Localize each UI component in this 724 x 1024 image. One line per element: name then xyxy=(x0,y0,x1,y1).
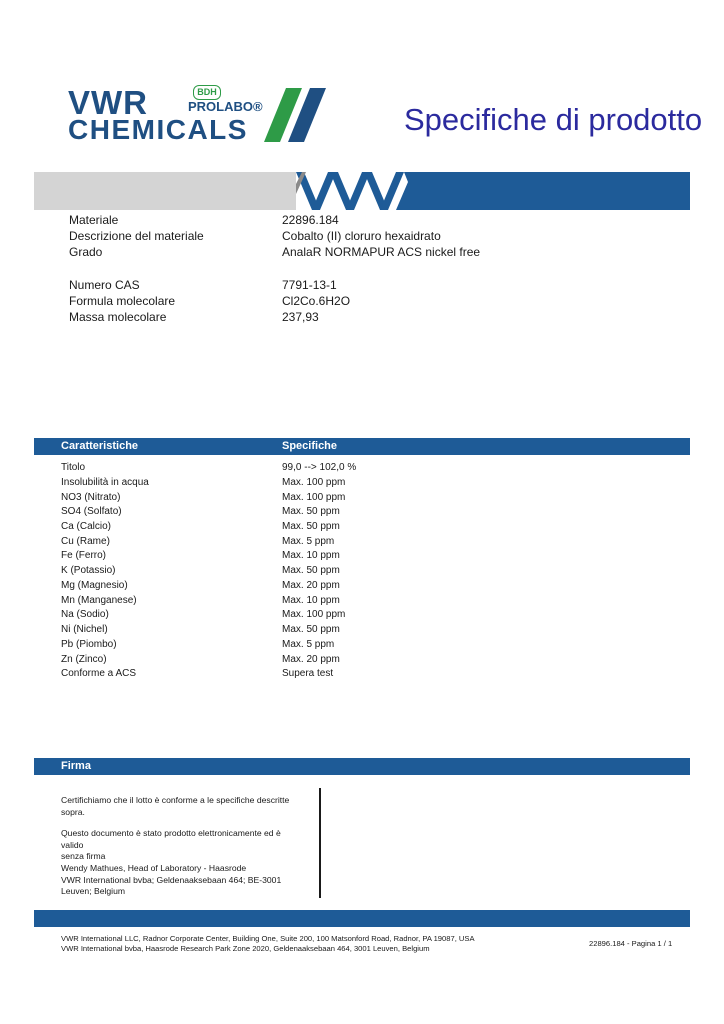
spec-value: Max. 10 ppm xyxy=(282,595,340,606)
certification-line-2: sopra. xyxy=(61,806,85,817)
spec-value: Max. 50 ppm xyxy=(282,521,340,532)
signature-divider xyxy=(319,788,321,898)
spec-name: Cu (Rame) xyxy=(61,536,110,547)
spec-value: Max. 5 ppm xyxy=(282,536,335,547)
signer-block xyxy=(61,863,301,898)
material-description-value: Cobalto (II) cloruro hexaidrato xyxy=(282,229,441,243)
footer-bar xyxy=(34,910,690,927)
spec-row xyxy=(61,549,661,564)
spec-value: Max. 50 ppm xyxy=(282,565,340,576)
spec-value: Max. 100 ppm xyxy=(282,477,346,488)
logo-chemicals-text: CHEMICALS xyxy=(68,114,248,145)
spec-name: Conforme a ACS xyxy=(61,668,137,679)
grade-label: Grado xyxy=(69,245,103,259)
spec-value: Max. 10 ppm xyxy=(282,550,340,561)
spec-row xyxy=(61,608,661,623)
footer-address-line-2: VWR International bvba, Haasrode Research Park Zone 2020, Geldenaaksebaan 464, 3001 Leuven, Belgium xyxy=(61,944,430,953)
certification-text xyxy=(61,795,301,818)
signer-address-line-1: VWR International bvba; Geldenaaksebaan 464; BE-3001 xyxy=(61,874,282,885)
molecular-formula-value: Cl2Co.6H2O xyxy=(282,294,351,308)
material-description-label: Descrizione del materiale xyxy=(69,229,204,243)
spec-value: Max. 50 ppm xyxy=(282,506,340,517)
spec-row xyxy=(61,520,661,535)
specifications-column-header: Specifiche xyxy=(282,440,338,452)
banner-vwr-mark-icon xyxy=(296,172,436,210)
spec-name: Fe (Ferro) xyxy=(61,550,106,561)
spec-value: Supera test xyxy=(282,668,334,679)
spec-row xyxy=(61,461,661,476)
spec-name: Ni (Nichel) xyxy=(61,624,108,635)
signature-header-bar xyxy=(34,758,690,775)
spec-name: Mg (Magnesio) xyxy=(61,580,128,591)
molecular-mass-label: Massa molecolare xyxy=(69,310,167,324)
spec-value: Max. 20 ppm xyxy=(282,580,340,591)
molecular-formula-label: Formula molecolare xyxy=(69,294,176,308)
spec-row xyxy=(61,535,661,550)
banner-blue-band xyxy=(424,172,690,210)
logo-vwr-text: VWR xyxy=(68,84,148,121)
spec-row xyxy=(61,579,661,594)
electronic-line-2: senza firma xyxy=(61,851,106,861)
banner-grey-band xyxy=(34,172,304,210)
material-label: Materiale xyxy=(69,213,119,227)
cas-number-value: 7791-13-1 xyxy=(282,278,337,292)
logo-bdh-badge: BDH xyxy=(193,85,221,100)
spec-row xyxy=(61,623,661,638)
page-number: 22896.184 - Pagina 1 / 1 xyxy=(589,939,673,948)
cas-number-label: Numero CAS xyxy=(69,278,140,292)
spec-value: 99,0 --> 102,0 % xyxy=(282,462,357,473)
footer-addresses xyxy=(61,934,475,954)
spec-row xyxy=(61,638,661,653)
characteristics-column-header: Caratteristiche xyxy=(61,440,139,452)
spec-name: Ca (Calcio) xyxy=(61,521,112,532)
spec-value: Max. 100 ppm xyxy=(282,492,346,503)
signer-name: Wendy Mathues, Head of Laboratory - Haasrode xyxy=(61,863,247,873)
signer-address-line-2: Leuven; Belgium xyxy=(61,886,126,896)
spec-row xyxy=(61,653,661,668)
spec-name: Insolubilità in acqua xyxy=(61,477,149,488)
header-banner xyxy=(34,172,690,210)
spec-name: Na (Sodio) xyxy=(61,609,109,620)
spec-value: Max. 5 ppm xyxy=(282,639,335,650)
electronic-validity-text xyxy=(61,828,301,863)
spec-name: Pb (Piombo) xyxy=(61,639,117,650)
logo-stripes-icon xyxy=(264,88,330,144)
spec-value: Max. 20 ppm xyxy=(282,654,340,665)
vwr-chemicals-logo xyxy=(68,86,330,144)
spec-name: SO4 (Solfato) xyxy=(61,506,122,517)
spec-row xyxy=(61,594,661,609)
spec-value: Max. 100 ppm xyxy=(282,609,346,620)
certification-line-1: Certifichiamo che il lotto è conforme a le specifiche descritte xyxy=(61,795,290,805)
spec-value: Max. 50 ppm xyxy=(282,624,340,635)
spec-name: Zn (Zinco) xyxy=(61,654,107,665)
page-title: Specifiche di prodotto xyxy=(404,102,703,137)
spec-name: Mn (Manganese) xyxy=(61,595,137,606)
spec-row xyxy=(61,505,661,520)
specs-header-bar xyxy=(34,438,690,455)
spec-row xyxy=(61,564,661,579)
logo-prolabo-text: PROLABO® xyxy=(188,99,263,114)
electronic-line-1: Questo documento è stato prodotto elettronicamente ed è valido xyxy=(61,828,281,850)
material-value: 22896.184 xyxy=(282,213,339,227)
spec-name: K (Potassio) xyxy=(61,565,116,576)
spec-name: NO3 (Nitrato) xyxy=(61,492,121,503)
grade-value: AnalaR NORMAPUR ACS nickel free xyxy=(282,245,481,259)
spec-row xyxy=(61,491,661,506)
signature-heading: Firma xyxy=(61,760,91,772)
footer-address-line-1: VWR International LLC, Radnor Corporate Center, Building One, Suite 200, 100 Matsonford Road, Radnor, PA 19087, USA xyxy=(61,934,475,943)
spec-row xyxy=(61,476,661,491)
spec-name: Titolo xyxy=(61,462,86,473)
molecular-mass-value: 237,93 xyxy=(282,310,319,324)
spec-row xyxy=(61,667,661,682)
